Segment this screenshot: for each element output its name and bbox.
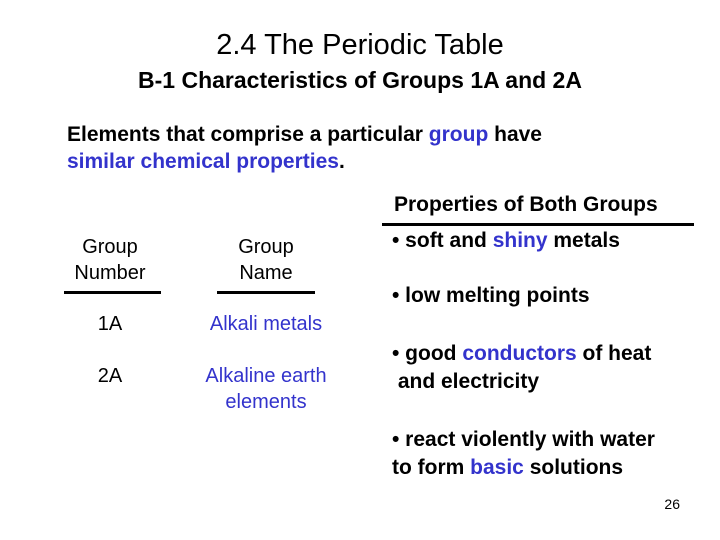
row-2a-name bbox=[178, 363, 354, 415]
prop1-pre: • soft and bbox=[392, 229, 493, 252]
header-group-name bbox=[210, 234, 322, 286]
intro-text bbox=[67, 121, 667, 175]
properties-heading: Properties of Both Groups bbox=[394, 193, 658, 216]
header-name-line2: Name bbox=[239, 262, 293, 284]
property-item-conductors bbox=[392, 340, 702, 396]
prop3-pre: • good bbox=[392, 342, 463, 365]
row-2a-name-line1: Alkaline earth bbox=[205, 365, 327, 387]
properties-rule bbox=[382, 223, 694, 226]
prop1-highlight: shiny bbox=[492, 229, 548, 252]
prop4-highlight: basic bbox=[470, 456, 524, 479]
prop1-post: metals bbox=[547, 229, 620, 252]
property-item-react-water bbox=[392, 426, 702, 482]
prop3-highlight: conductors bbox=[462, 342, 577, 365]
intro-part1: Elements that comprise a particular bbox=[67, 123, 429, 146]
header-name-rule bbox=[217, 291, 315, 294]
slide-subtitle: B-1 Characteristics of Groups 1A and 2A bbox=[138, 67, 582, 93]
prop4-line1: • react violently with water bbox=[392, 428, 655, 451]
property-item-soft-shiny bbox=[392, 227, 702, 255]
prop4-post: solutions bbox=[523, 456, 624, 479]
header-number-line1: Group bbox=[82, 236, 138, 258]
header-number-line2: Number bbox=[74, 262, 146, 284]
prop3-line2: and electricity bbox=[392, 370, 540, 393]
prop4-line2 bbox=[392, 454, 702, 482]
prop3-post: of heat bbox=[576, 342, 652, 365]
intro-part2: have bbox=[488, 123, 542, 146]
prop3-line1 bbox=[392, 340, 702, 368]
row-2a-name-line2: elements bbox=[225, 391, 307, 413]
slide-title: 2.4 The Periodic Table bbox=[216, 29, 504, 61]
prop4-pre: to form bbox=[392, 456, 471, 479]
header-name-line1: Group bbox=[238, 236, 294, 258]
header-number-rule bbox=[64, 291, 161, 294]
intro-line2-end: . bbox=[338, 150, 345, 173]
property-item-low-melting: • low melting points bbox=[392, 284, 590, 307]
page-number: 26 bbox=[664, 496, 680, 512]
row-1a-name: Alkali metals bbox=[209, 313, 323, 335]
row-2a-number: 2A bbox=[97, 365, 123, 387]
intro-highlight: similar chemical properties bbox=[67, 150, 339, 173]
row-1a-number: 1A bbox=[97, 313, 123, 335]
header-group-number bbox=[56, 234, 164, 286]
intro-group-word: group bbox=[428, 123, 489, 146]
